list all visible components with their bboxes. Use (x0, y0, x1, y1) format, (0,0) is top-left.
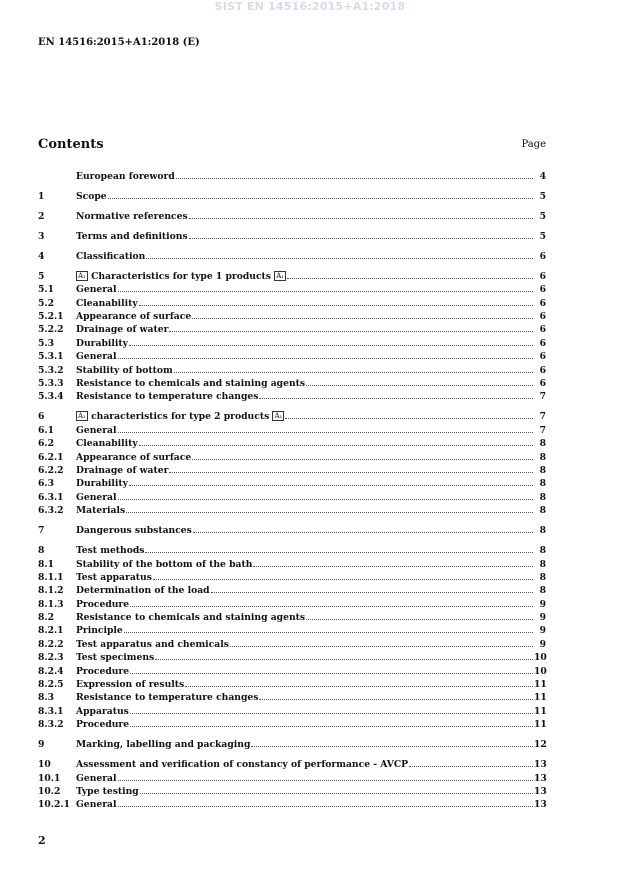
toc-entry-title: Dangerous substances (76, 525, 192, 537)
dot-leader (251, 746, 533, 747)
toc-entry-number: 8.1.2 (38, 585, 64, 597)
toc-entry-title-wrap (76, 351, 117, 362)
amendment-end-marker: A₁ (276, 271, 285, 280)
toc-entry[interactable] (38, 599, 546, 612)
toc-entry-page: 6 (539, 337, 546, 349)
dot-leader (211, 592, 533, 593)
toc-entry-title: General (76, 799, 117, 811)
toc-entry-page: 8 (539, 545, 546, 557)
toc-entry-number: 10.1 (38, 772, 61, 784)
toc-entry-page: 13 (534, 785, 547, 797)
toc-entry-title: General (76, 424, 117, 436)
toc-entry-title-wrap (76, 692, 258, 703)
toc-entry-title-wrap (76, 365, 173, 376)
toc-entry-number: 2 (38, 210, 45, 222)
toc-entry-number: 5.3.2 (38, 364, 64, 376)
amendment-start-marker: A₁ (78, 412, 86, 421)
toc-entry-title: Procedure (76, 665, 130, 677)
toc-entry-title-wrap (76, 425, 117, 436)
toc-entry-title-wrap (76, 545, 144, 556)
toc-entry-title-wrap (76, 391, 258, 402)
toc-entry-page: 10 (534, 665, 547, 677)
toc-entry-title: Resistance to chemicals and staining agents (76, 378, 306, 390)
toc-entry-title: Durability (76, 478, 128, 490)
toc-entry-title-wrap (76, 799, 117, 810)
toc-entry-number: 7 (38, 525, 45, 537)
toc-entry-title: Resistance to temperature changes (76, 391, 259, 403)
toc-entry[interactable] (38, 298, 546, 311)
toc-entry-number: 5.3.4 (38, 391, 64, 403)
toc-entry[interactable] (38, 465, 546, 478)
toc-entry-title: Appearance of surface (76, 311, 192, 323)
toc-entry[interactable] (38, 391, 546, 404)
dot-leader (146, 258, 533, 259)
toc-entry-number: 10 (38, 759, 51, 771)
toc-entry-title-wrap (76, 271, 286, 282)
toc-entry-title-wrap (76, 625, 123, 636)
toc-entry-number: 6.2 (38, 438, 54, 450)
toc-entry-title: characteristics for type 2 products (91, 411, 270, 423)
toc-entry-page: 9 (539, 612, 546, 624)
toc-entry-title-wrap (76, 378, 305, 389)
dot-leader (118, 358, 533, 359)
dot-leader (230, 646, 533, 647)
toc-entry[interactable] (38, 559, 546, 572)
toc-entry-number: 6.3.2 (38, 505, 64, 517)
dot-leader (118, 499, 533, 500)
toc-entry[interactable] (38, 625, 546, 638)
toc-entry-title-wrap (76, 652, 154, 663)
toc-entry-page: 5 (539, 230, 546, 242)
toc-entry[interactable] (38, 492, 546, 505)
dot-leader (259, 398, 533, 399)
toc-entry[interactable] (38, 351, 546, 364)
toc-entry-number: 6 (38, 411, 45, 423)
dot-leader (130, 726, 533, 727)
dot-leader (124, 632, 533, 633)
toc-entry-title-wrap (76, 231, 188, 242)
toc-entry[interactable] (38, 639, 546, 652)
toc-entry-number: 6.2.1 (38, 451, 64, 463)
dot-leader (189, 218, 533, 219)
toc-entry-number: 8.3.2 (38, 719, 64, 731)
toc-entry[interactable] (38, 284, 546, 297)
toc-entry-page: 6 (539, 270, 546, 282)
toc-entry-title: Assessment and verification of constancy of performance - AVCP (76, 759, 409, 771)
dot-leader (126, 512, 533, 513)
toc-entry-title-wrap (76, 679, 184, 690)
toc-entry-title-wrap (76, 211, 188, 222)
toc-entry[interactable] (38, 191, 546, 204)
toc-entry-page: 8 (539, 505, 546, 517)
toc-entry-page: 7 (539, 411, 546, 423)
toc-entry[interactable] (38, 251, 546, 264)
toc-entry-number: 8.2 (38, 612, 54, 624)
toc-entry-page: 8 (539, 438, 546, 450)
toc-entry[interactable] (38, 365, 546, 378)
toc-entry-number: 5.3.1 (38, 351, 64, 363)
toc-entry[interactable] (38, 378, 546, 391)
toc-entry[interactable] (38, 425, 546, 438)
toc-entry-page: 6 (539, 297, 546, 309)
toc-entry-title: Determination of the load (76, 585, 210, 597)
toc-entry-title-wrap (76, 492, 117, 503)
dot-leader (139, 305, 533, 306)
toc-entry-title-wrap (76, 666, 129, 677)
dot-leader (130, 606, 533, 607)
toc-entry-number: 8.2.3 (38, 652, 64, 664)
toc-entry-page: 7 (539, 391, 546, 403)
dot-leader (192, 318, 533, 319)
dot-leader (108, 198, 533, 199)
dot-leader (259, 699, 533, 700)
toc-entry-number: 4 (38, 250, 45, 262)
toc-entry-title-wrap (76, 759, 408, 770)
toc-entry-page: 7 (539, 424, 546, 436)
toc-entry-number: 5 (38, 270, 45, 282)
toc-entry-page: 6 (539, 364, 546, 376)
dot-leader (130, 673, 533, 674)
toc-entry[interactable] (38, 211, 546, 224)
toc-entry-title-wrap (76, 411, 284, 422)
toc-entry-page: 6 (539, 311, 546, 323)
toc-entry-title: Materials (76, 505, 126, 517)
dot-leader (306, 619, 533, 620)
toc-entry-number: 6.1 (38, 424, 54, 436)
toc-entry-page: 8 (539, 571, 546, 583)
toc-entry[interactable] (38, 759, 546, 772)
toc-entry-page: 6 (539, 284, 546, 296)
toc-entry-title-wrap (76, 719, 129, 730)
toc-entry-title-wrap (76, 171, 175, 182)
toc-entry-title-wrap (76, 572, 152, 583)
toc-entry-number: 6.2.2 (38, 464, 64, 476)
table-of-contents (38, 171, 546, 813)
toc-entry-page: 11 (534, 679, 547, 691)
toc-entry-title-wrap (76, 773, 117, 784)
toc-entry-number: 8.2.4 (38, 665, 64, 677)
toc-entry-page: 9 (539, 638, 546, 650)
toc-entry-page: 8 (539, 451, 546, 463)
toc-entry-page: 13 (534, 799, 547, 811)
toc-entry[interactable] (38, 572, 546, 585)
toc-entry-number: 8.1 (38, 558, 54, 570)
toc-entry-title: Expression of results (76, 679, 185, 691)
dot-leader (118, 780, 533, 781)
toc-entry-number: 10.2 (38, 785, 61, 797)
toc-entry-number: 6.3 (38, 478, 54, 490)
toc-entry[interactable] (38, 585, 546, 598)
toc-entry-title: General (76, 772, 117, 784)
toc-entry-page: 6 (539, 378, 546, 390)
toc-entry-title-wrap (76, 585, 210, 596)
toc-entry[interactable] (38, 311, 546, 324)
toc-entry[interactable] (38, 271, 546, 284)
toc-entry-title: Resistance to chemicals and staining agents (76, 612, 306, 624)
toc-entry-title: Normative references (76, 210, 188, 222)
toc-entry-title: Test methods (76, 545, 145, 557)
dot-leader (155, 659, 533, 660)
dot-leader (118, 806, 533, 807)
toc-entry-number: 5.2 (38, 297, 54, 309)
toc-entry-title: Stability of the bottom of the bath (76, 558, 253, 570)
toc-entry-title-wrap (76, 284, 117, 295)
toc-entry-title-wrap (76, 639, 229, 650)
toc-entry-title-wrap (76, 452, 191, 463)
toc-entry-title-wrap (76, 612, 305, 623)
dot-leader (193, 532, 533, 533)
toc-entry[interactable] (38, 231, 546, 244)
toc-entry-title: Characteristics for type 1 products (91, 270, 271, 282)
dot-leader (129, 345, 533, 346)
toc-entry-page: 4 (539, 171, 546, 182)
toc-entry-page: 6 (539, 250, 546, 262)
dot-leader (287, 278, 533, 279)
toc-entry-page: 9 (539, 625, 546, 637)
toc-entry-number: 8.3.1 (38, 705, 64, 717)
toc-entry-title: Appearance of surface (76, 451, 192, 463)
toc-entry-title: Terms and definitions (76, 230, 188, 242)
toc-entry[interactable] (38, 411, 546, 424)
toc-entry-number: 3 (38, 230, 45, 242)
toc-entry-title-wrap (76, 465, 168, 476)
toc-entry-number: 8 (38, 545, 45, 557)
toc-entry-page: 5 (539, 210, 546, 222)
toc-entry-title-wrap (76, 191, 107, 202)
page-column-label: Page (521, 139, 546, 150)
dot-leader (140, 793, 533, 794)
toc-entry-title: Marking, labelling and packaging (76, 739, 251, 751)
toc-entry-number: 5.3.3 (38, 378, 64, 390)
dot-leader (130, 713, 533, 714)
toc-entry-title: Principle (76, 625, 123, 637)
toc-entry[interactable] (38, 324, 546, 337)
toc-entry-page: 8 (539, 491, 546, 503)
toc-entry[interactable] (38, 652, 546, 665)
toc-entry-number: 5.3 (38, 337, 54, 349)
toc-entry-title-wrap (76, 525, 192, 536)
toc-entry-page: 11 (534, 719, 547, 731)
toc-entry-title: General (76, 491, 117, 503)
toc-entry[interactable] (38, 799, 546, 812)
toc-entry[interactable] (38, 719, 546, 732)
dot-leader (169, 472, 533, 473)
toc-entry-title: Drainage of water (76, 464, 169, 476)
toc-entry-title-wrap (76, 706, 129, 717)
toc-entry-title: Classification (76, 250, 146, 262)
toc-entry-title: Procedure (76, 719, 130, 731)
toc-entry[interactable] (38, 171, 546, 184)
toc-entry[interactable] (38, 452, 546, 465)
toc-entry-page: 8 (539, 464, 546, 476)
dot-leader (153, 579, 533, 580)
toc-entry-title: Type testing (76, 785, 139, 797)
dot-leader (185, 686, 533, 687)
toc-entry-title-wrap (76, 599, 129, 610)
toc-entry[interactable] (38, 438, 546, 451)
toc-entry[interactable] (38, 612, 546, 625)
toc-entry-title-wrap (76, 478, 128, 489)
toc-entry-page: 8 (539, 525, 546, 537)
page-number: 2 (38, 834, 46, 847)
dot-leader (145, 552, 533, 553)
dot-leader (169, 331, 533, 332)
toc-entry[interactable] (38, 666, 546, 679)
toc-entry-number: 6.3.1 (38, 491, 64, 503)
dot-leader (409, 766, 533, 767)
toc-entry-title: Test apparatus and chemicals (76, 638, 229, 650)
watermark: SIST EN 14516:2015+A1:2018 (214, 0, 406, 13)
toc-entry-number: 8.3 (38, 692, 54, 704)
toc-entry-title: Procedure (76, 598, 130, 610)
toc-entry-number: 8.1.3 (38, 598, 64, 610)
toc-entry-number: 5.1 (38, 284, 54, 296)
toc-entry[interactable] (38, 739, 546, 752)
toc-entry-page: 9 (539, 598, 546, 610)
toc-entry-title-wrap (76, 338, 128, 349)
toc-entry-title-wrap (76, 311, 191, 322)
toc-entry-page: 8 (539, 478, 546, 490)
toc-entry-page: 8 (539, 585, 546, 597)
toc-entry-title: Scope (76, 190, 107, 202)
toc-entry-title-wrap (76, 505, 125, 516)
toc-entry-number: 8.1.1 (38, 571, 64, 583)
toc-entry-title: Test specimens (76, 652, 155, 664)
document-id: EN 14516:2015+A1:2018 (E) (38, 37, 200, 48)
toc-entry-title: European foreword (76, 171, 175, 182)
toc-entry-number: 5.2.1 (38, 311, 64, 323)
toc-entry-title: General (76, 351, 117, 363)
toc-entry-title-wrap (76, 438, 138, 449)
toc-entry-title-wrap (76, 739, 250, 750)
toc-entry-page: 11 (534, 705, 547, 717)
dot-leader (118, 291, 533, 292)
toc-entry-title-wrap (76, 786, 139, 797)
dot-leader (129, 485, 533, 486)
toc-entry-title-wrap (76, 324, 168, 335)
toc-entry-title: Stability of bottom (76, 364, 173, 376)
toc-entry-page: 6 (539, 351, 546, 363)
toc-entry-title-wrap (76, 559, 252, 570)
toc-entry[interactable] (38, 773, 546, 786)
toc-entry-page: 11 (534, 692, 547, 704)
toc-entry-title: Drainage of water (76, 324, 169, 336)
dot-leader (139, 445, 533, 446)
toc-entry-title: Durability (76, 337, 128, 349)
toc-entry[interactable] (38, 706, 546, 719)
toc-entry-number: 10.2.1 (38, 799, 70, 811)
toc-entry[interactable] (38, 505, 546, 518)
toc-entry-page: 6 (539, 324, 546, 336)
toc-entry-title: Test apparatus (76, 571, 152, 583)
toc-entry-number: 8.2.1 (38, 625, 64, 637)
toc-entry-number: 5.2.2 (38, 324, 64, 336)
dot-leader (285, 418, 533, 419)
toc-entry[interactable] (38, 478, 546, 491)
toc-entry-title-wrap (76, 251, 145, 262)
dot-leader (176, 178, 533, 179)
toc-entry-number: 8.2.5 (38, 679, 64, 691)
amendment-start-marker: A₁ (78, 271, 86, 280)
toc-entry[interactable] (38, 525, 546, 538)
toc-entry-page: 13 (534, 759, 547, 771)
toc-entry-title: Resistance to temperature changes (76, 692, 259, 704)
toc-entry-title: Cleanability (76, 297, 138, 309)
dot-leader (192, 459, 533, 460)
toc-entry-title-wrap (76, 298, 138, 309)
toc-entry[interactable] (38, 786, 546, 799)
dot-leader (118, 432, 533, 433)
contents-heading: Contents (38, 137, 104, 152)
toc-entry-number: 1 (38, 190, 45, 202)
toc-entry-page: 12 (534, 739, 547, 751)
dot-leader (306, 385, 533, 386)
toc-entry[interactable] (38, 338, 546, 351)
toc-entry[interactable] (38, 545, 546, 558)
toc-entry-page: 8 (539, 558, 546, 570)
amendment-end-marker: A₁ (274, 412, 283, 421)
dot-leader (189, 238, 533, 239)
dot-leader (174, 372, 533, 373)
toc-entry-page: 5 (539, 190, 546, 202)
dot-leader (253, 566, 533, 567)
toc-entry-title: General (76, 284, 117, 296)
toc-entry[interactable] (38, 679, 546, 692)
toc-entry-page: 10 (534, 652, 547, 664)
toc-entry-number: 9 (38, 739, 45, 751)
toc-entry-title: Cleanability (76, 438, 138, 450)
toc-entry-number: 8.2.2 (38, 638, 64, 650)
toc-entry-page: 13 (534, 772, 547, 784)
toc-entry-title: Apparatus (76, 705, 129, 717)
toc-entry[interactable] (38, 692, 546, 705)
